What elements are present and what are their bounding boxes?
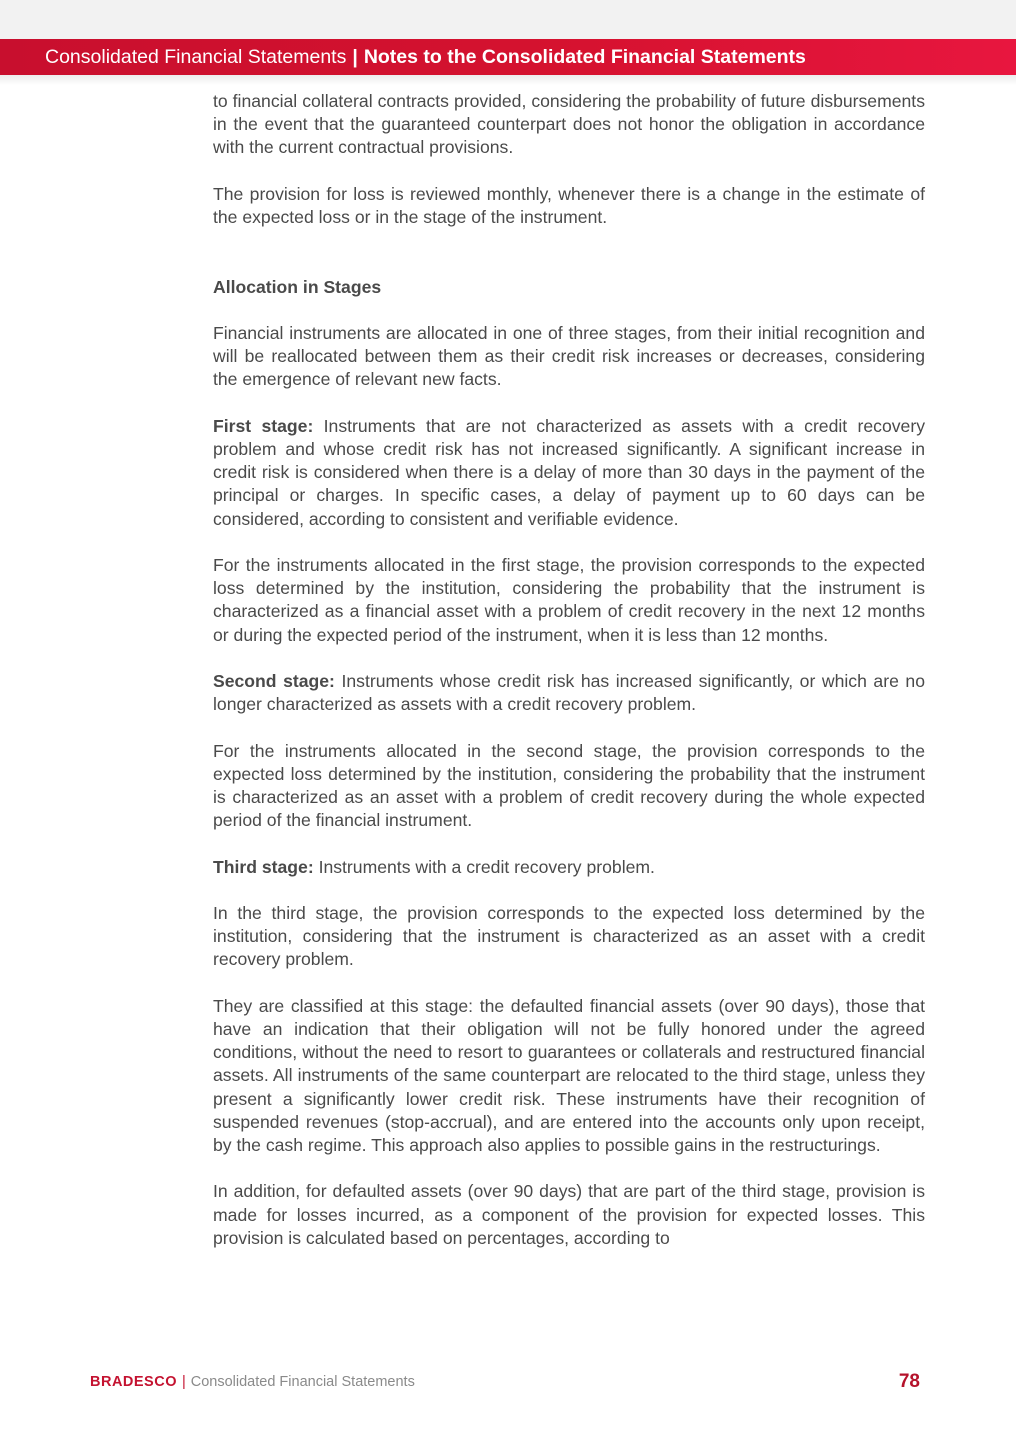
section-heading: Allocation in Stages [213,276,382,297]
paragraph-third-stage-classification: They are classified at this stage: the defaulted financial assets (over 90 days), those that have an indication that their obligation will not be fully honored under the agreed conditions, without the need to resort to guarantees or collaterals and restructured financial assets. All instruments of the same counterpart are relocated to the third stage, unless they present a significantly lower credit risk. These instruments have their recognition of suspended revenues (stop-accrual), and are entered into the accounts only upon receipt, by the cash regime. This approach also applies to possible gains in the restructurings. [213,995,925,1155]
third-stage-label: Third stage: [213,856,314,877]
top-strip [0,0,1016,39]
footer-document-title: Consolidated Financial Statements [190,1374,415,1390]
paragraph-third-stage-provision: In the third stage, the provision corresponds to the expected loss determined by the institution, considering that the instrument is characterized as an asset with a credit recovery problem. [213,902,925,970]
header-subsection-title: Notes to the Consolidated Financial Statements [363,45,806,68]
paragraph-third-stage [213,856,925,879]
page-header [0,39,1016,75]
footer-brand: BRADESCO [90,1374,177,1390]
header-separator: | [352,45,358,68]
third-stage-text: Instruments with a credit recovery problem. [313,856,655,877]
paragraph-intro-collateral: to financial collateral contracts provided, considering the probability of future disbursements in the event that the guaranteed counterpart does not honor the obligation in accordance with the current contractual provisions. [213,91,925,158]
footer-separator: | [181,1374,186,1390]
paragraph-defaulted-assets: In addition, for defaulted assets (over 90 days) that are part of the third stage, provision is made for losses incurred, as a component of the provision for expected losses. This provision is calculated based on percentages, according to [213,1181,925,1248]
paragraph-stages-intro: Financial instruments are allocated in one of three stages, from their initial recognition and will be reallocated between them as their credit risk increases or decreases, considering the emergence of relevant new facts. [213,322,925,390]
first-stage-text: Instruments that are not characterized as assets with a credit recovery problem and whose credit risk has not increased significantly. A significant increase in credit risk is considered when there is a delay of more than 30 days in the payment of the principal or charges. In specific cases, a delay of payment up to 60 days can be considered, according to consistent and verifiable evidence. [213,415,925,529]
header-shadow [0,75,1016,85]
paragraph-second-stage-provision: For the instruments allocated in the second stage, the provision corresponds to the expected loss determined by the institution, considering the probability that the instrument is characterized as an asset with a problem of credit recovery during the whole expected period of the financial instrument. [213,740,925,831]
second-stage-text: Instruments whose credit risk has increased significantly, or which are no longer characterized as assets with a credit recovery problem. [213,670,925,715]
paragraph-second-stage [213,670,925,716]
page-number: 78 [898,1371,920,1392]
header-section-title: Consolidated Financial Statements [45,45,347,68]
paragraph-first-stage [213,415,925,531]
paragraph-first-stage-provision: For the instruments allocated in the first stage, the provision corresponds to the expected loss determined by the institution, considering the probability that the instrument is characterized as a financial asset with a problem of credit recovery in the next 12 months or during the expected period of the instrument, when it is less than 12 months. [213,554,925,645]
second-stage-label: Second stage: [213,670,335,691]
paragraph-intro-review: The provision for loss is reviewed monthly, whenever there is a change in the estimate of the expected loss or in the stage of the instrument. [213,183,925,227]
page-footer [90,1370,920,1394]
page-body [213,90,925,1273]
first-stage-label: First stage: [213,415,314,436]
